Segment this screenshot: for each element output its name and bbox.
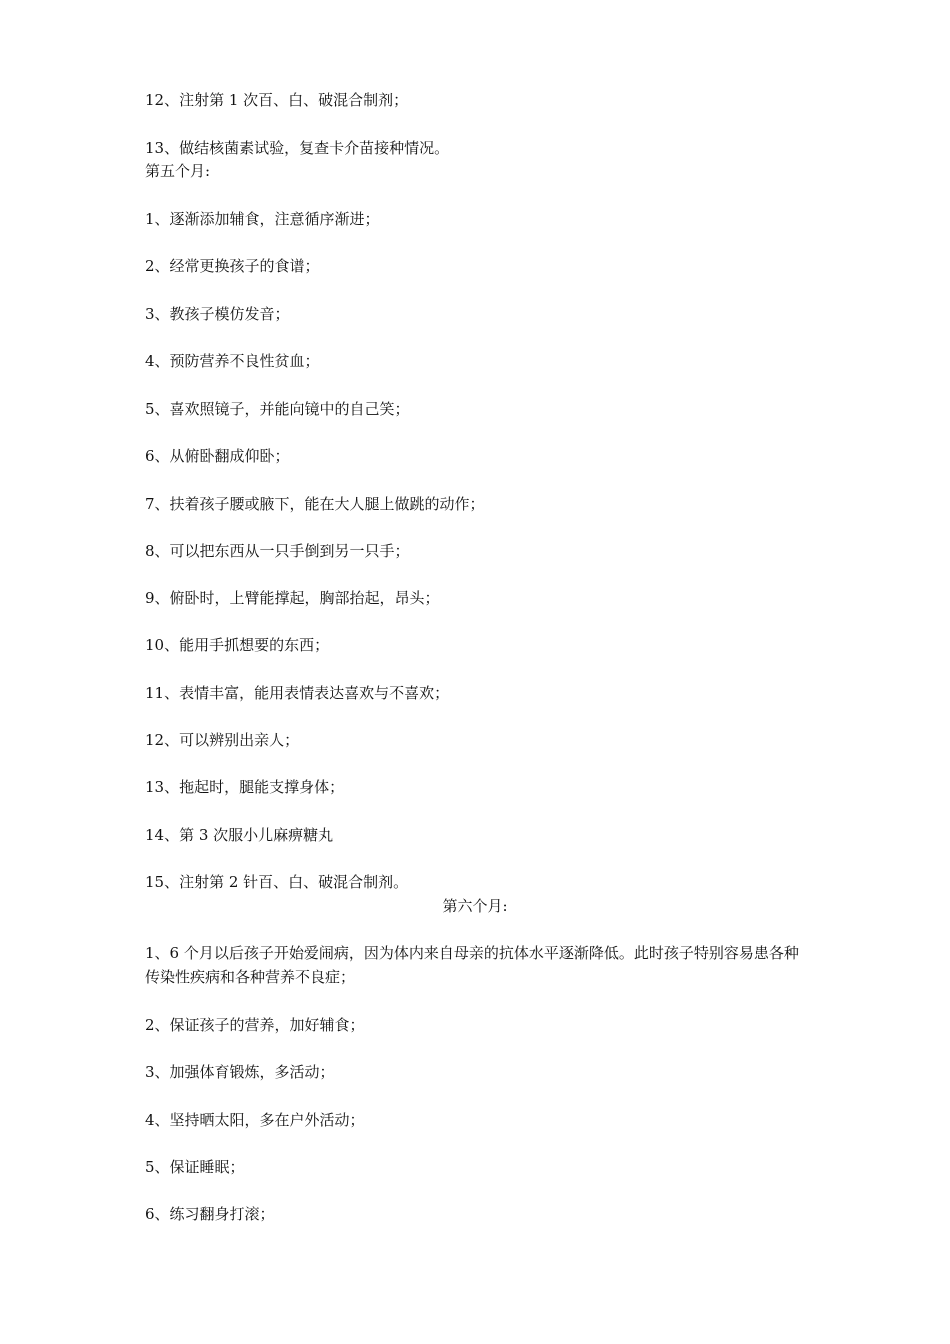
month6-item-3: 3、加强体育锻炼，多活动； xyxy=(145,1063,335,1081)
month5-item-7: 7、扶着孩子腰或腋下，能在大人腿上做跳的动作； xyxy=(145,495,485,513)
month5-item-10: 10、能用手抓想要的东西； xyxy=(145,636,330,654)
month6-item-1: 1、6 个月以后孩子开始爱闹病，因为体内来自母亲的抗体水平逐渐降低。此时孩子特别容易患各种传染性疾病和各种营养不良症； xyxy=(145,944,799,986)
month5-item-6: 6、从俯卧翻成仰卧； xyxy=(145,447,290,465)
month5-item-8: 8、可以把东西从一只手倒到另一只手； xyxy=(145,542,410,560)
month6-item-5: 5、保证睡眠； xyxy=(145,1158,245,1176)
month5-item-12: 12、可以辨别出亲人； xyxy=(145,731,300,749)
month6-item-6: 6、练习翻身打滚； xyxy=(145,1205,275,1223)
month5-item-3: 3、教孩子模仿发音； xyxy=(145,305,290,323)
month5-item-9: 9、俯卧时，上臂能撑起，胸部抬起，昂头； xyxy=(145,589,440,607)
month5-item-4: 4、预防营养不良性贫血； xyxy=(145,352,320,370)
month5-item-5: 5、喜欢照镜子，并能向镜中的自己笑； xyxy=(145,400,410,418)
month5-item-1: 1、逐渐添加辅食，注意循序渐进； xyxy=(145,210,380,228)
paragraph-month4-item-12: 12、注射第 1 次百、白、破混合制剂； xyxy=(145,91,409,109)
paragraph-month4-item-13: 13、做结核菌素试验，复查卡介苗接种情况。 xyxy=(145,139,450,157)
month5-item-11: 11、表情丰富，能用表情表达喜欢与不喜欢； xyxy=(145,684,450,702)
month5-heading: 第五个月: xyxy=(145,162,211,180)
month5-item-14: 14、第 3 次服小儿麻痹糖丸 xyxy=(145,826,334,844)
month6-heading: 第六个月: xyxy=(442,897,508,915)
month5-item-15: 15、注射第 2 针百、白、破混合制剂。 xyxy=(145,873,409,891)
month5-item-2: 2、经常更换孩子的食谱； xyxy=(145,257,320,275)
month5-item-13: 13、拖起时，腿能支撑身体； xyxy=(145,778,345,796)
month6-item-4: 4、坚持晒太阳，多在户外活动； xyxy=(145,1111,365,1129)
month6-item-2: 2、保证孩子的营养，加好辅食； xyxy=(145,1016,365,1034)
